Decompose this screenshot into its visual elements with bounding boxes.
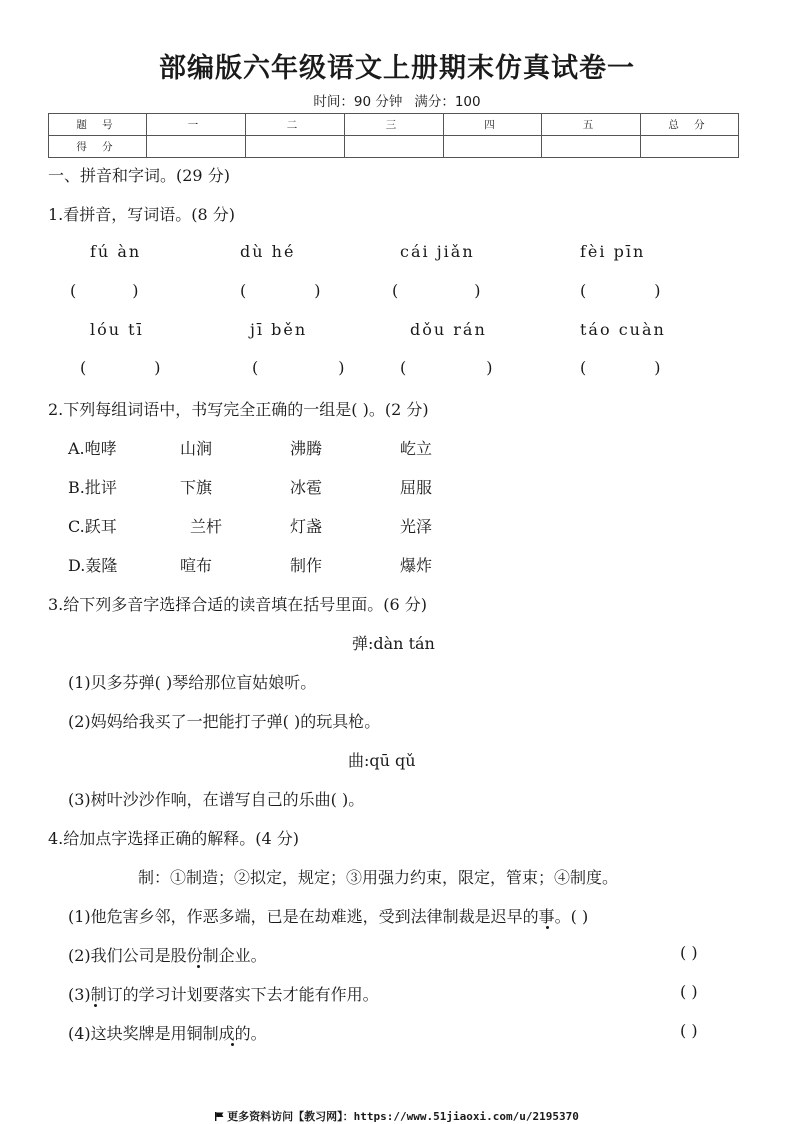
score-table-header-cell: 总 分 [641, 114, 739, 136]
pinyin-item: dù hé [240, 242, 296, 261]
answer-blank[interactable]: ( ) [680, 943, 698, 962]
section-1-heading: 一、拼音和字词。(29 分) [48, 166, 230, 185]
page-title: 部编版六年级语文上册期末仿真试卷一 [159, 53, 635, 84]
option-c-word: 兰杆 [190, 517, 223, 536]
option-d-word: 制作 [290, 556, 323, 575]
score-table-score-row [49, 136, 739, 158]
score-table-header-cell: 四 [444, 114, 542, 136]
option-a-word: 沸腾 [290, 439, 323, 458]
score-cell[interactable] [641, 136, 739, 158]
emphasis-dot [197, 965, 200, 968]
score-table [48, 113, 739, 158]
score-table-header-cell: 二 [246, 114, 345, 136]
q4-sentence: (1)他危害乡邻，作恶多端，已是在劫难逃，受到法律制裁是迟早的事。( ) [68, 907, 589, 926]
pinyin-item: lóu tī [90, 320, 144, 339]
option-a-word: 山涧 [180, 439, 213, 458]
option-b-word: 下旗 [180, 478, 213, 497]
option-c-word: 灯盏 [290, 517, 323, 536]
option-d-word: D.轰隆 [68, 556, 118, 575]
option-c-word: C.跃耳 [68, 517, 117, 536]
option-d-word: 爆炸 [400, 556, 433, 575]
q4-sentence: (3)制订的学习计划要落实下去才能有作用。 [68, 985, 379, 1004]
pinyin-item: cái jiǎn [400, 242, 475, 261]
option-a-word: 屹立 [400, 439, 433, 458]
answer-blank[interactable]: ( ) [680, 1021, 698, 1040]
score-table-header-cell: 三 [345, 114, 444, 136]
q4-sentence: (2)我们公司是股份制企业。 [68, 946, 267, 965]
emphasis-dot [546, 926, 549, 929]
score-cell[interactable] [542, 136, 641, 158]
score-table-header-cell: 一 [147, 114, 246, 136]
option-a-word: A.咆哮 [68, 439, 117, 458]
q3-sentence: (3)树叶沙沙作响，在谱写自己的乐曲( )。 [68, 790, 365, 809]
answer-blank[interactable]: ( ) [580, 358, 661, 377]
q4-sentence: (4)这块奖牌是用铜制成的。 [68, 1024, 267, 1043]
option-b-word: 冰雹 [290, 478, 323, 497]
polyphone-qu: 曲:qū qǔ [348, 751, 416, 770]
pinyin-item: fèi pīn [580, 242, 646, 261]
q3-sentence: (1)贝多芬弹( )琴给那位盲姑娘听。 [68, 673, 317, 692]
answer-blank[interactable]: ( ) [392, 281, 481, 300]
answer-blank[interactable]: ( ) [400, 358, 493, 377]
exam-info [0, 90, 794, 110]
q2-title: 2.下列每组词语中，书写完全正确的一组是( )。(2 分) [48, 400, 429, 419]
pinyin-item: dǒu rán [410, 320, 487, 339]
score-table-header-row [49, 114, 739, 136]
polyphone-tan: 弹:dàn tán [352, 634, 435, 653]
pinyin-item: fú àn [90, 242, 142, 261]
answer-blank[interactable]: ( ) [80, 358, 161, 377]
footer [0, 1108, 794, 1124]
option-c-word: 光泽 [400, 517, 433, 536]
pinyin-item: táo cuàn [580, 320, 666, 339]
score-cell[interactable] [444, 136, 542, 158]
option-d-word: 喧布 [180, 556, 213, 575]
q4-title: 4.给加点字选择正确的解释。(4 分) [48, 829, 300, 848]
q3-title: 3.给下列多音字选择合适的读音填在括号里面。(6 分) [48, 595, 428, 614]
score-table-header-cell: 五 [542, 114, 641, 136]
score-cell[interactable] [345, 136, 444, 158]
answer-blank[interactable]: ( ) [240, 281, 321, 300]
score-cell[interactable] [246, 136, 345, 158]
q1-title: 1.看拼音，写词语。(8 分) [48, 205, 236, 224]
option-b-word: B.批评 [68, 478, 117, 497]
emphasis-dot [231, 1043, 234, 1046]
pinyin-item: jī běn [250, 320, 308, 339]
exam-time: 时间：90 分钟 [313, 94, 403, 110]
answer-blank[interactable]: ( ) [70, 281, 139, 300]
answer-blank[interactable]: ( ) [580, 281, 661, 300]
answer-blank[interactable]: ( ) [252, 358, 345, 377]
answer-blank[interactable]: ( ) [680, 982, 698, 1001]
q4-definitions: 制：①制造；②拟定，规定；③用强力约束，限定，管束；④制度。 [138, 868, 619, 887]
q3-sentence: (2)妈妈给我买了一把能打子弹( )的玩具枪。 [68, 712, 381, 731]
exam-full-score: 满分：100 [414, 94, 481, 110]
flag-icon [215, 1112, 224, 1121]
emphasis-dot [94, 1004, 97, 1007]
score-row-label: 得 分 [49, 136, 147, 158]
score-table-header-cell: 题 号 [49, 114, 147, 136]
footer-link[interactable]: 更多资料访问【教习网】：https://www.51jiaoxi.com/u/2195370 [227, 1110, 579, 1123]
option-b-word: 屈服 [400, 478, 433, 497]
score-cell[interactable] [147, 136, 246, 158]
